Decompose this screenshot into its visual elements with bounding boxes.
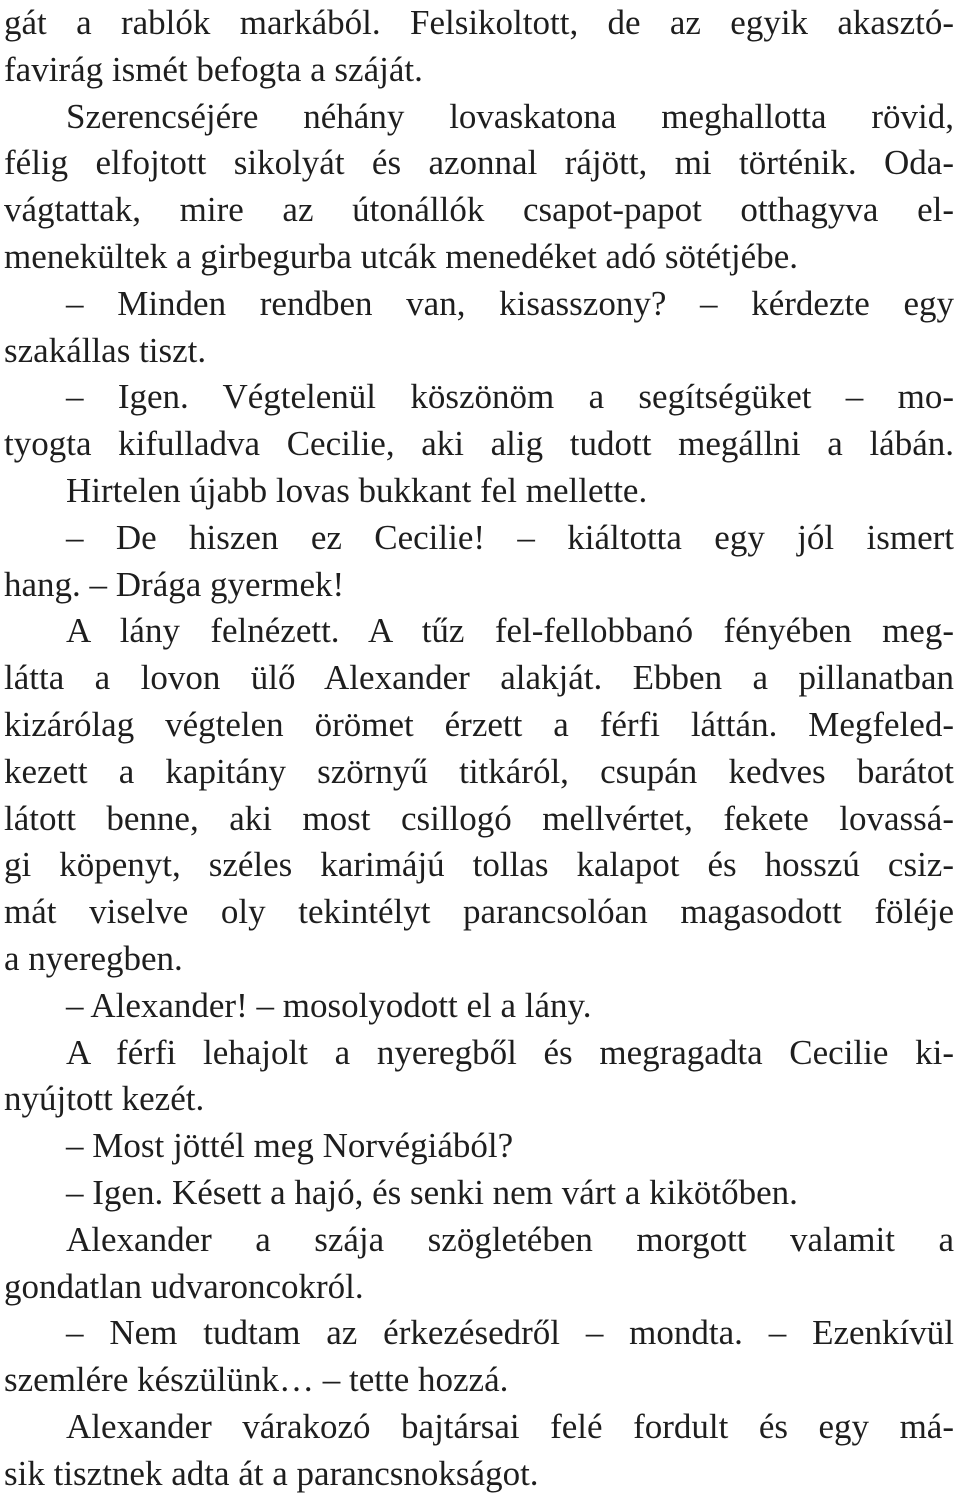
text-line: hang. – Drága gyermek! <box>4 564 345 604</box>
text-line: Hirtelen újabb lovas bukkant fel mellette. <box>66 470 648 510</box>
text-line: – Minden rendben van, kisasszony? – kérdezte egy <box>66 283 954 323</box>
text-line: tyogta kifulladva Cecilie, aki alig tudott megállni a lábán. <box>4 424 954 464</box>
text-line: – Igen. Késett a hajó, és senki nem várt a kikötőben. <box>66 1172 798 1212</box>
text-line: szakállas tiszt. <box>4 330 207 370</box>
text-line: látott benne, aki most csillogó mellvértet, fekete lovassá- <box>4 798 954 838</box>
text-line: kezett a kapitány szörnyű titkáról, csupán kedves barátot <box>4 751 954 791</box>
text-line: vágtattak, mire az útonállók csapot-papot otthagyva el- <box>4 190 954 230</box>
text-line: – De hiszen ez Cecilie! – kiáltotta egy jól ismert <box>66 517 954 557</box>
text-line: nyújtott kezét. <box>4 1079 205 1119</box>
text-line: – Most jöttél meg Norvégiából? <box>66 1126 514 1166</box>
text-line: látta a lovon ülő Alexander alakját. Ebben a pillanatban <box>4 658 954 698</box>
text-line: sik tisztnek adta át a parancsnokságot. <box>4 1453 539 1493</box>
text-line: A férfi lehajolt a nyeregből és megragadta Cecilie ki- <box>66 1032 954 1072</box>
text-line: mát viselve oly tekintélyt parancsolóan magasodott föléje <box>4 892 954 932</box>
text-line: kizárólag végtelen örömet érzett a férfi láttán. Megfeled- <box>4 704 954 744</box>
text-line: gi köpenyt, széles karimájú tollas kalapot és hosszú csiz- <box>4 845 954 885</box>
text-line: Szerencséjére néhány lovaskatona meghallotta rövid, <box>66 96 954 136</box>
text-line: félig elfojtott sikolyát és azonnal rájött, mi történik. Oda- <box>4 143 954 183</box>
text-line: a nyeregben. <box>4 938 183 978</box>
text-line: menekültek a girbegurba utcák menedéket adó sötétjébe. <box>4 236 798 276</box>
text-line: – Igen. Végtelenül köszönöm a segítségüket – mo- <box>66 377 954 417</box>
text-line: A lány felnézett. A tűz fel-fellobbanó fényében meg- <box>66 611 954 651</box>
text-line: favirág ismét befogta a száját. <box>4 49 423 89</box>
text-line: – Nem tudtam az érkezésedről – mondta. – Ezenkívül <box>66 1313 954 1353</box>
text-line: gát a rablók markából. Felsikoltott, de az egyik akasztó- <box>4 3 954 42</box>
text-line: szemlére készülünk… – tette hozzá. <box>4 1360 509 1400</box>
text-line: Alexander várakozó bajtársai felé fordult és egy má- <box>66 1406 954 1446</box>
text-line: – Alexander! – mosolyodott el a lány. <box>66 985 592 1025</box>
text-line: gondatlan udvaroncokról. <box>4 1266 364 1306</box>
text-line: Alexander a szája szögletében morgott valamit a <box>66 1219 954 1259</box>
